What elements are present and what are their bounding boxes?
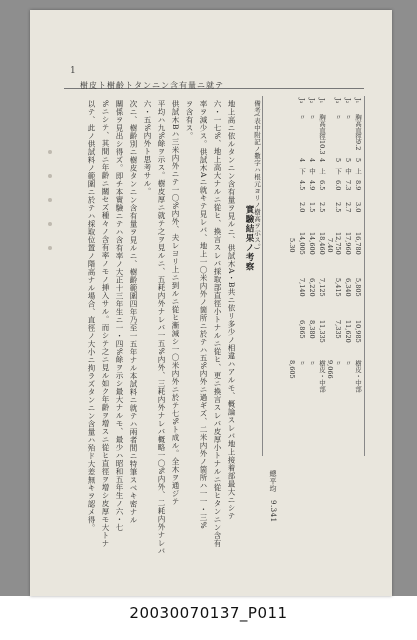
- text-column: %ニシテ、其間ニ年齡ニ關セズ種々ノ含有率ノモノ挿入サル。而シテ之ニ見ル如ク年齡ヲ增スニ從ヒ直徑ヲ增シ皮厚モ大トナ: [101, 100, 110, 548]
- table-cell: 下: [334, 168, 342, 175]
- table-cell: 8.9: [354, 180, 362, 191]
- table-cell: J₂: [344, 98, 352, 104]
- table-cell: 6.0: [334, 180, 342, 191]
- table-cell: 11,620: [344, 320, 352, 343]
- binding-hole: [48, 198, 52, 202]
- table-cell: 2.5: [318, 202, 326, 213]
- table-cell: 〃: [334, 114, 342, 121]
- binding-holes: [48, 150, 52, 270]
- table-cell: 6,865: [298, 320, 306, 339]
- page-number: 1: [70, 66, 76, 76]
- table-cell: 6,340: [344, 278, 352, 297]
- table-cell: J₁: [318, 98, 326, 104]
- table-cell: 胸高直徑10.3: [318, 114, 326, 155]
- running-head: 樹皮ト樹齡トタンニン含有量ニ就テ: [80, 81, 224, 90]
- text-column: 平均ハ九%餘ヲ示ス。樹皮厚ニ就テ之ヲ見ルニ、五耗内外ナレバ一五%内外、三耗内外ナレバ概略一〇%内外、二耗内外ナレバ: [157, 100, 166, 555]
- table-cell: 〃: [308, 360, 316, 367]
- table-cell: 1.5: [308, 202, 316, 213]
- table-cell: J₂: [308, 98, 316, 104]
- table-cell: 4: [318, 158, 326, 163]
- text-column: 六・一七%、地上高大ナルニ從ヒ、換言スレバ採取部直徑小トナルニ從ヒ、更ニ換言スレバ皮厚小トナルニ從ヒタンニン含有: [213, 100, 222, 548]
- table-cell: 5: [344, 158, 352, 163]
- table-cell: 16,780: [354, 232, 362, 255]
- group-average: 9,066: [326, 360, 334, 379]
- group-average: 7.40: [326, 238, 334, 253]
- table-cell: 〃: [344, 360, 352, 367]
- average-label: 總平均: [269, 470, 277, 493]
- table-cell: 2.5: [334, 202, 342, 213]
- table-cell: 5: [354, 158, 362, 163]
- binding-hole: [48, 174, 52, 178]
- section-title: 實驗結果ノ考察: [244, 205, 254, 272]
- text-column: 供試木Bハ三米内外ニテ一〇%内外、夫レヨリ上ニ到ルニ從ヒ漸減シ一〇米内外ニ於テ七%ト成ル。全木ヲ通ジテ: [171, 100, 180, 506]
- table-cell: 中: [308, 168, 316, 175]
- table-cell: 中: [344, 168, 352, 175]
- text-column: 次ニ、樹齡別ニ樹皮タンニン含有量ヲ見ルニ、樹齡範圍四年乃至一五年ナル本試料ニ就テハ兩者間ニ特筆スベキ密ナル: [129, 100, 138, 524]
- table-cell: 17,960: [344, 232, 352, 255]
- table-cell: 12,750: [334, 232, 342, 255]
- table-cell: 14,600: [308, 232, 316, 255]
- table-rule: [364, 96, 365, 456]
- table-cell: 上: [318, 168, 326, 175]
- table-cell: 〃: [308, 114, 316, 121]
- text-column: 關係ヲ見出シ得ズ。即チ本實驗ニテハ含有率ノ大正十三年生ニ一・四%餘ヲ示シ最大ナルモ、最少ハ昭和五年生ノ六・七: [115, 100, 124, 532]
- table-cell: 上: [354, 168, 362, 175]
- group-average: 8,605: [288, 360, 296, 379]
- text-column: 以テ、此ノ供試料ノ範圍ニ於テハ採取位置ノ階高ナル場合、直徑ノ大小ニ拘ラズタンニン含量ハ殆ド大差無キヲ認メ得。: [87, 100, 96, 532]
- table-cell: 6,220: [308, 278, 316, 297]
- group-average: 5.30: [288, 238, 296, 253]
- table-cell: 〃: [334, 360, 342, 367]
- average-value: 9.341: [269, 500, 277, 523]
- table-cell: 樹皮・中部: [354, 360, 362, 393]
- table-cell: 4: [308, 158, 316, 163]
- table-cell: 5,415: [334, 278, 342, 297]
- table-cell: 5,805: [354, 278, 362, 297]
- table-cell: 4.9: [308, 180, 316, 191]
- table-cell: 樹皮・中部: [318, 360, 326, 393]
- table-cell: 下: [298, 168, 306, 175]
- table-cell: J₃: [334, 98, 342, 104]
- table-cell: 7.3: [344, 180, 352, 191]
- image-caption: 20030070137_P011: [129, 604, 288, 622]
- table-note: 備考(表中附記ノ數字ハ根元ヨリノ樹高ヲ示ス。): [253, 100, 261, 250]
- text-column: ヲ含有ス。: [185, 100, 194, 140]
- table-cell: 10,985: [354, 320, 362, 343]
- table-cell: J₃: [298, 98, 306, 104]
- table-cell: 7,335: [334, 320, 342, 339]
- binding-hole: [48, 222, 52, 226]
- table-cell: 11,335: [318, 320, 326, 343]
- table-cell: 8,380: [308, 320, 316, 339]
- table-cell: 〃: [298, 114, 306, 121]
- table-cell: 〃: [298, 360, 306, 367]
- table-cell: 7,125: [318, 278, 326, 297]
- binding-hole: [48, 246, 52, 250]
- table-cell: J₁: [354, 98, 362, 104]
- table-cell: 2.7: [344, 202, 352, 213]
- table-cell: 6.5: [318, 180, 326, 191]
- table-rule: [262, 96, 263, 456]
- table-cell: 5: [334, 158, 342, 163]
- table-cell: 14,005: [298, 232, 306, 255]
- text-column: 六・五%内外ト思考サル。: [143, 100, 152, 196]
- text-column: 率ヲ減少ス。供試木Aニ就キテ見レバ、地上一〇米内外ノ箇所ニ於テハ五%内外ニ過ギズ、二米内外ノ箇所ハ一一・三%: [199, 100, 208, 530]
- table-cell: 18,460: [318, 232, 326, 255]
- table-cell: 7,140: [298, 278, 306, 297]
- table-cell: 2.0: [298, 202, 306, 213]
- table-cell: 胸高直徑9.2: [354, 114, 362, 151]
- binding-hole: [48, 150, 52, 154]
- table-cell: 4: [298, 158, 306, 163]
- table-cell: 〃: [344, 114, 352, 121]
- text-column: 地上高ニ依ルタンニン含有量ヲ見ルニ、供試木A・B共ニ依リ多少ノ相違ハアルモ、概論スレバ地上接着部最大ニシテ: [227, 100, 236, 520]
- table-cell: 4.5: [298, 180, 306, 191]
- table-cell: 3.0: [354, 202, 362, 213]
